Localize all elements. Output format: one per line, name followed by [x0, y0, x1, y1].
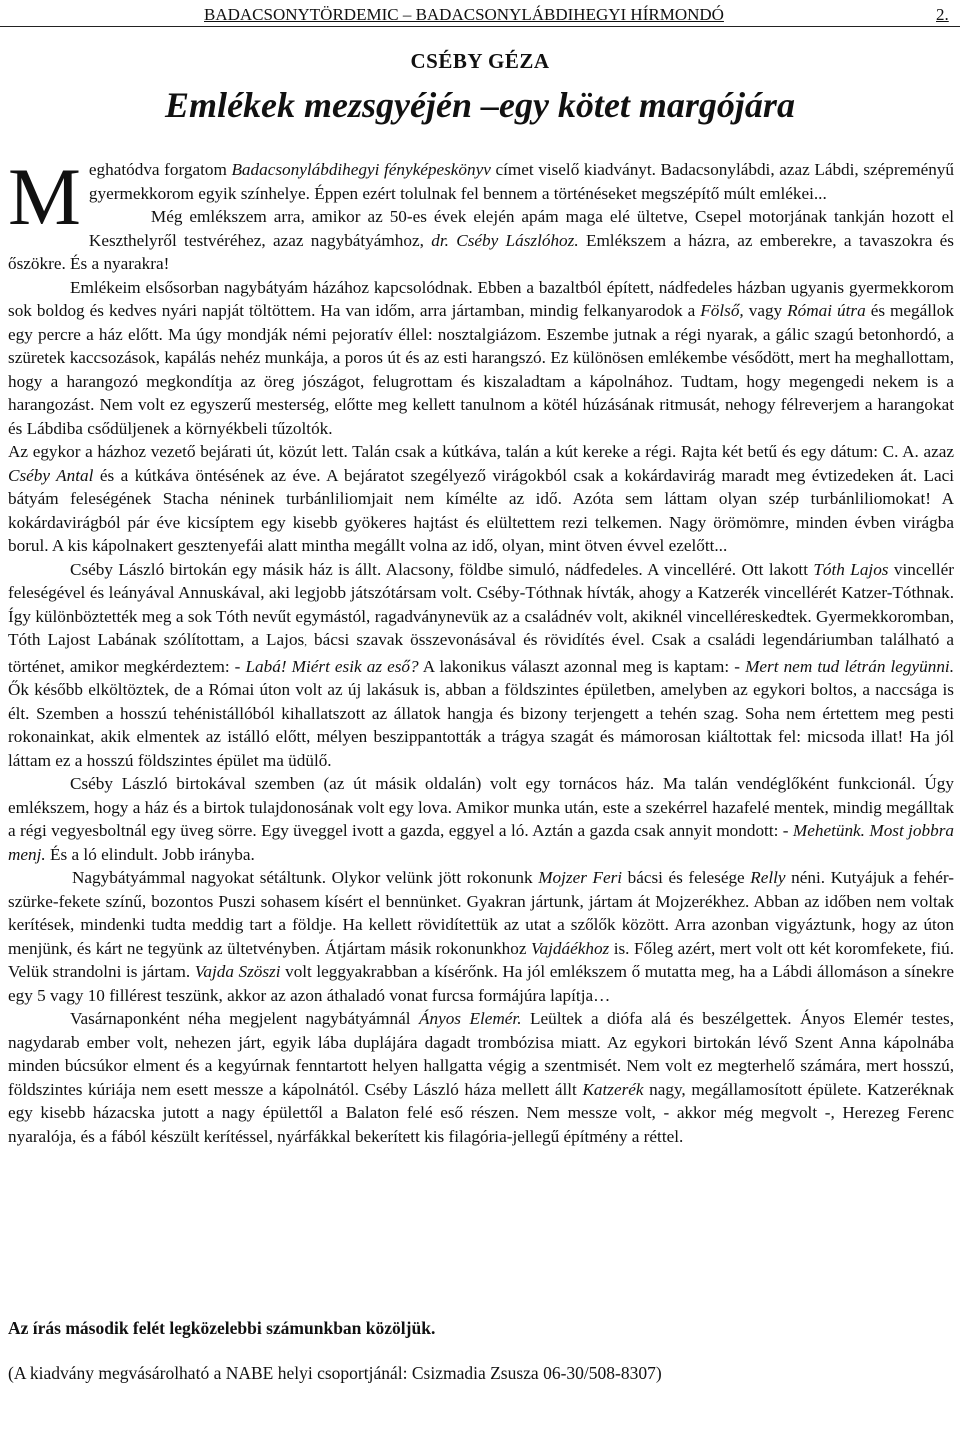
paragraph-2: Még emlékszem arra, amikor az 50-es évek elején apám maga elé ültetve, Csepel motorjának tankján hozott el Keszthelyről testvéréhez, azaz nagybátyámhoz, dr. Cséby Lászlóhoz. Emlékszem a házra, az emberekre, a tavaszokra és őszökre. És a nyarakra! — [8, 207, 954, 273]
paragraph-1: Meghatódva forgatom Badacsonylábdihegyi fényképeskönyv címet viselő kiadványt. Badacsonylábdi, azaz Lábdi, szépreményű gyermekkorom egyik színhelye. Éppen ezért tolulnak fel bennem a történéseket megszépítő múlt emlékei... — [8, 151, 954, 242]
article-title: Emlékek mezsgyéjén –egy kötet margójára — [165, 85, 795, 125]
newsletter-title: BADACSONYTÖRDEMIC – BADACSONYLÁBDIHEGYI HÍRMONDÓ — [204, 5, 724, 24]
article-author: CSÉBY GÉZA — [410, 49, 550, 73]
continuation-note: Az írás második felét legközelebbi számunkban közöljük. — [8, 1318, 436, 1338]
purchase-contact: (A kiadvány megvásárolható a NABE helyi csoportjánál: Csizmadia Zsusza 06-30/508-8307) — [8, 1363, 662, 1383]
page-number: 2. — [936, 5, 949, 24]
paragraph-7: Nagybátyámmal nagyokat sétáltunk. Olykor velünk jött rokonunk Mojzer Feri bácsi és felesége Relly néni. Kutyájuk a fehér-szürke-fekete színű, bozontos Puszi sohasem kísért el bennünket. Gyakran jártunk, jártam át Mojzerékhez. Abban az időben nem voltak kerítések, mindenki tudta meddig tart a földje. Ha kellett rövidítettük az utat a szőlők között. Arra azonban vigyáztunk, hogy az úton menjünk, és kárt ne tegyünk az ültetvényben. Átjártam másik rokonunkhoz Vajdáékhoz is. Főleg azért, mert volt ott két koromfekete, fiú. Velük strandolni is jártam. Vajda Szöszi volt leggyakrabban a kísérőnk. Ha jól emlékszem ő mutatta meg, ha a Lábdi állomáson a sínekre egy 5 vagy 10 fillérest teszünk, akkor az azon áthaladó vonat furcsa formájúra lapítja… — [8, 868, 954, 1005]
article-body — [8, 151, 955, 1148]
paragraph-6: Cséby László birtokával szemben (az út másik oldalán) volt egy tornácos ház. Ma talán vendéglőként funkcionál. Úgy emlékszem, hogy a ház és a birtok tulajdonosának volt egy lova. Amikor munka után, este a szekérrel hazafelé mentek, mindig megálltak a régi vegyesboltnál egy üveg sörre. Egy üveggel ivott a gazda, eggyel a ló. Aztán a gazda csak annyit mondott: - Mehetünk. Most jobbra menj. És a ló elindult. Jobb irányba. — [8, 774, 954, 864]
paragraph-5: Cséby László birtokán egy másik ház is állt. Alacsony, földbe simuló, nádfedeles. A vincelléré. Ott lakott Tóth Lajos vincellér feleségével és leányával Annuskával, aki legjobb játszótársam volt. Cséby-Tóthnak hívták, ahogy a Katzerék vincellérét Katzer-Tóthnak. Így különböztették meg a sok Tóth nevűt egymástól, ragadványnevük az a családnév volt, akiknél vincelléreskedtek. Gyermekkoromban, Tóth Lajost Labának szólítottam, a Lajos, bácsi szavak összevonásával és rövidítés ével. Csak a családi legendáriumban található a történet, amikor megkérdeztem: - Labá! Miért esik az eső? A lakonikus választ azonnal meg is kaptam: - Mert nem tud létrán legyünni. Ők később elköltöztek, de a Római úton volt az új lakásuk is, abban a földszintes épületben, amelyben az egykori boltos, a naccsága is élt. Szemben a hosszú tehénistállóból kihallatszott az állatok hangja és bizony terjengett a tehén szag. Soha nem értettem meg pesti rokonainkat, akik elmentek az istálló előtt, mélyen beszippantották a trágya szagát és mámorosan kiáltottak fel: micsoda illat! Ha jól láttam ez a hosszú földszintes épület ma üdülő. — [8, 559, 955, 770]
page-header — [0, 4, 960, 27]
paragraph-8: Vasárnaponként néha megjelent nagybátyámnál Ányos Elemér. Leültek a diófa alá és beszélgettek. Ányos Elemér testes, nagydarab ember volt, nehezen járt, egyik lába duplájára dagadt trombózisa miatt. Az egykori birtokán lévő Szent Anna kápolnába minden búcsúkor elment és a kegyúrnak fenntartott helyen hallgatta végig a szentmisét. Nem volt ez megterhelő számára, mert hosszú, földszintes kúriája nem esett messze a kápolnától. Cséby László háza mellett állt Katzerék nagy, megállamosított épülete. Katzeréknak egy kisebb házacska jutott a nagy épülettől a Balaton felé eső részen. Nem messze volt, - akkor még megvolt -, Herezeg Ferenc nyaralója, és a fából készült kerítéssel, nyárfákkal bekerített kis filagória-jellegű építmény a réttel. — [8, 1009, 955, 1146]
paragraph-4: Az egykor a házhoz vezető bejárati út, közút lett. Talán csak a kútkáva, talán a kút kereke a régi. Rajta két betű és egy dátum: C. A. azaz Cséby Antal és a kútkáva öntésének az éve. A bejáratot szegélyező virágokból csak a kokárdavirág maradt meg évtizedeken át. Laci bátyám feleségének Stacha néninek turbánliliomjait nem kímélte az idő. Azóta sem láttam olyan szép turbánliliomokat! A kokárdavirágból pár éve kicsíptem egy kisebb gyökeres hajtást és elültettem rezi telkemen. Nagy örömömre, minden évben virágba borul. A kis kápolnakert gesztenyefái alatt mintha megállt volna az idő, olyan, mint ötven évvel ezelőtt... — [8, 442, 954, 555]
drop-cap: M — [8, 151, 81, 242]
paragraph-3: Emlékeim elsősorban nagybátyám házához kapcsolódnak. Ebben a bazaltból épített, nádfedeles házban ugyanis gyermekkorom sok boldog és kedves nyári napját töltöttem. Ha van időm, arra jártamban, mindig felkanyarodok a Fölső, vagy Római útra és megállok egy percre a ház előtt. Ma úgy mondják némi pejoratív éllel: nosztalgiázom. Eszembe jutnak a régi nyarak, a gálic szagú betonhordó, a szüretek kaccsozások, kapálás nehéz munkája, a poros út és az esti harangszó. Ez különösen emlékembe vésődött, mert ha meghallottam, hogy a harangozó megkondítja az öreg jószágot, felugrottam és kiszaladtam a kápolnához. Tudtam, hogy megengedi nekem is a harangozást. Nem volt ez egyszerű mesterség, előtte meg kellett tanulnom a kötél húzásának ritmusát, nehogy félreverjem a harangokat és Lábdiba csődüljenek a környékbeli tűzoltók. — [8, 277, 954, 438]
